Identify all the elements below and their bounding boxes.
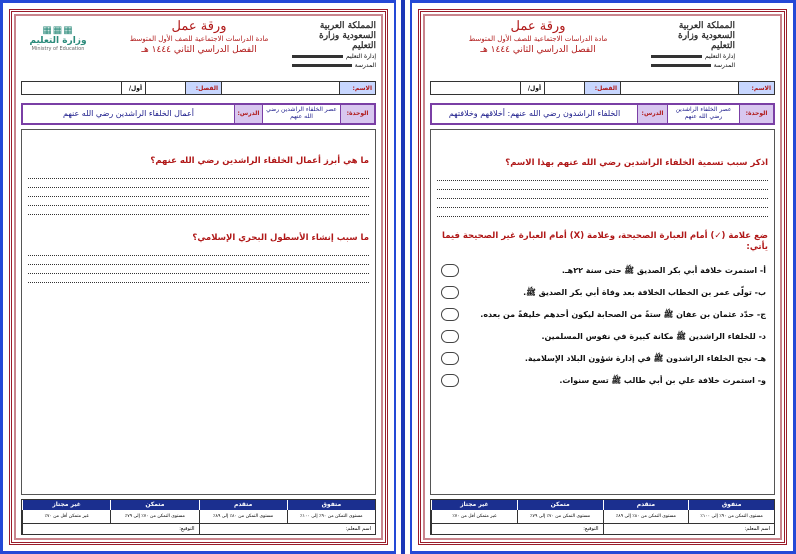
name-field[interactable] [620, 82, 738, 94]
lesson-value: أعمال الخلفاء الراشدين رضي الله عنهم [63, 109, 194, 119]
question-2: ضع علامة (✓) أمام العبارة الصحيحة، وعلامة (X) أمام العبارة غير الصحيحة فيما يأتي: [442, 231, 768, 253]
kingdom-logo-text: المملكة العربية السعودية وزارة التعليم [319, 21, 376, 51]
unit-value: عصر الخلفاء الراشدين رضي الله عنهم [667, 105, 739, 123]
answer-line[interactable] [28, 206, 369, 215]
name-field[interactable] [221, 82, 339, 94]
page-header [430, 19, 775, 81]
subject-line: مادة الدراسات الاجتماعية للصف الأول المتوسط [129, 35, 269, 43]
term-line: الفصل الدراسي الثاني ١٤٤٤ هـ [141, 45, 257, 55]
kingdom-block: المملكة العربية السعودية وزارة التعليم إدارة التعليم المدرسة [292, 21, 376, 69]
page-divider [396, 0, 410, 554]
unit-lesson-row: الوحدة: عصر الخلفاء الراشدين رضي الله عنهم الدرس: الخلفاء الراشدون رضي الله عنهم: أخلاقهم وخلافتهم [430, 103, 775, 125]
answer-line[interactable] [28, 265, 369, 274]
statement-row: د- للخلفاء الراشدين ﷺ مكانة كبيرة في نفوس المسلمين. [431, 326, 774, 348]
questions-area [430, 129, 775, 495]
lesson-value: الخلفاء الراشدون رضي الله عنهم: أخلاقهم وخلافتهم [448, 109, 621, 119]
ministry-logo: ▦▦▦ وزارة التعليم Ministry of Education [29, 25, 87, 52]
statement-row: هـ- نجح الخلفاء الراشدون ﷺ في إدارة شؤون البلاد الإسلامية. [431, 348, 774, 370]
kingdom-block: المملكة العربية السعودية وزارة التعليم إدارة التعليم المدرسة [651, 21, 735, 69]
question-2: ما سبب إنشاء الأسطول البحري الإسلامي؟ [192, 233, 369, 243]
answer-line[interactable] [437, 172, 768, 181]
kingdom-logo-text: المملكة العربية السعودية وزارة التعليم [678, 21, 735, 51]
worksheet-title: ورقة عمل [510, 19, 566, 34]
statement-row: ب- تولّى عمر بن الخطاب الخلافة بعد وفاة أبي بكر الصديق ﷺ. [431, 282, 774, 304]
title-block [119, 19, 279, 55]
answer-line[interactable] [28, 197, 369, 206]
answer-circle[interactable] [441, 264, 459, 277]
questions-area [21, 129, 376, 495]
answer-circle[interactable] [441, 374, 459, 387]
class-field[interactable] [145, 82, 185, 94]
grading-table: متفوق متقدم متمكن غير مجتاز مستوى التمكن من ٩٠٪ إلى ١٠٠٪ مستوى التمكن من ٨٠٪ إلى ٨٩٪ مستوى التمكن من ٧٠٪ إلى ٧٩٪ غير متمكن أقل من ٧٠٪ اسم المعلم: التوقيع: [21, 499, 376, 535]
unit-lesson-row: الوحدة: عصر الخلفاء الراشدين رضي الله عنهم الدرس: أعمال الخلفاء الراشدين رضي الله عنهم [21, 103, 376, 125]
answer-line[interactable] [437, 181, 768, 190]
worksheet-page-left [3, 3, 394, 551]
answer-line[interactable] [28, 274, 369, 283]
unit-value: عصر الخلفاء الراشدين رضي الله عنهم [262, 105, 340, 123]
student-info-row: الاسم: الفصل: أول/ [430, 81, 775, 95]
answer-line[interactable] [28, 247, 369, 256]
grading-table: متفوق متقدم متمكن غير مجتاز مستوى التمكن من ٩٠٪ إلى ١٠٠٪ مستوى التمكن من ٨٠٪ إلى ٨٩٪ مستوى التمكن من ٧٠٪ إلى ٧٩٪ غير متمكن أقل من ٧٠٪ اسم المعلم: التوقيع: [430, 499, 775, 535]
class-field[interactable] [544, 82, 584, 94]
answer-circle[interactable] [441, 352, 459, 365]
answer-line[interactable] [28, 179, 369, 188]
subject-line: مادة الدراسات الاجتماعية للصف الأول المتوسط [468, 35, 608, 43]
term-line: الفصل الدراسي الثاني ١٤٤٤ هـ [480, 45, 596, 55]
worksheet-title: ورقة عمل [171, 19, 227, 34]
answer-line[interactable] [28, 188, 369, 197]
answer-line[interactable] [437, 199, 768, 208]
question-1: اذكر سبب تسمية الخلفاء الراشدين رضي الله عنهم بهذا الاسم؟ [505, 158, 768, 168]
answer-circle[interactable] [441, 308, 459, 321]
question-1: ما هي أبرز أعمال الخلفاء الراشدين رضي الله عنهم؟ [150, 156, 369, 166]
statement-row: و- استمرت خلافة علي بن أبي طالب ﷺ تسع سنوات. [431, 370, 774, 392]
answer-circle[interactable] [441, 286, 459, 299]
student-info-row: الاسم: الفصل: أول/ [21, 81, 376, 95]
statement-row: أ- استمرت خلافة أبي بكر الصديق ﷺ حتى سنة ٢٢هـ. [431, 260, 774, 282]
answer-circle[interactable] [441, 330, 459, 343]
answer-line[interactable] [28, 256, 369, 265]
page-header [21, 19, 376, 81]
answer-line[interactable] [437, 208, 768, 217]
answer-line[interactable] [28, 170, 369, 179]
statement-row: ج- حدّد عثمان بن عفان ﷺ ستةً من الصحابة ليكون أحدهم خليفةً من بعده. [431, 304, 774, 326]
answer-line[interactable] [437, 190, 768, 199]
worksheet-page-right [412, 3, 793, 551]
title-block [458, 19, 618, 55]
